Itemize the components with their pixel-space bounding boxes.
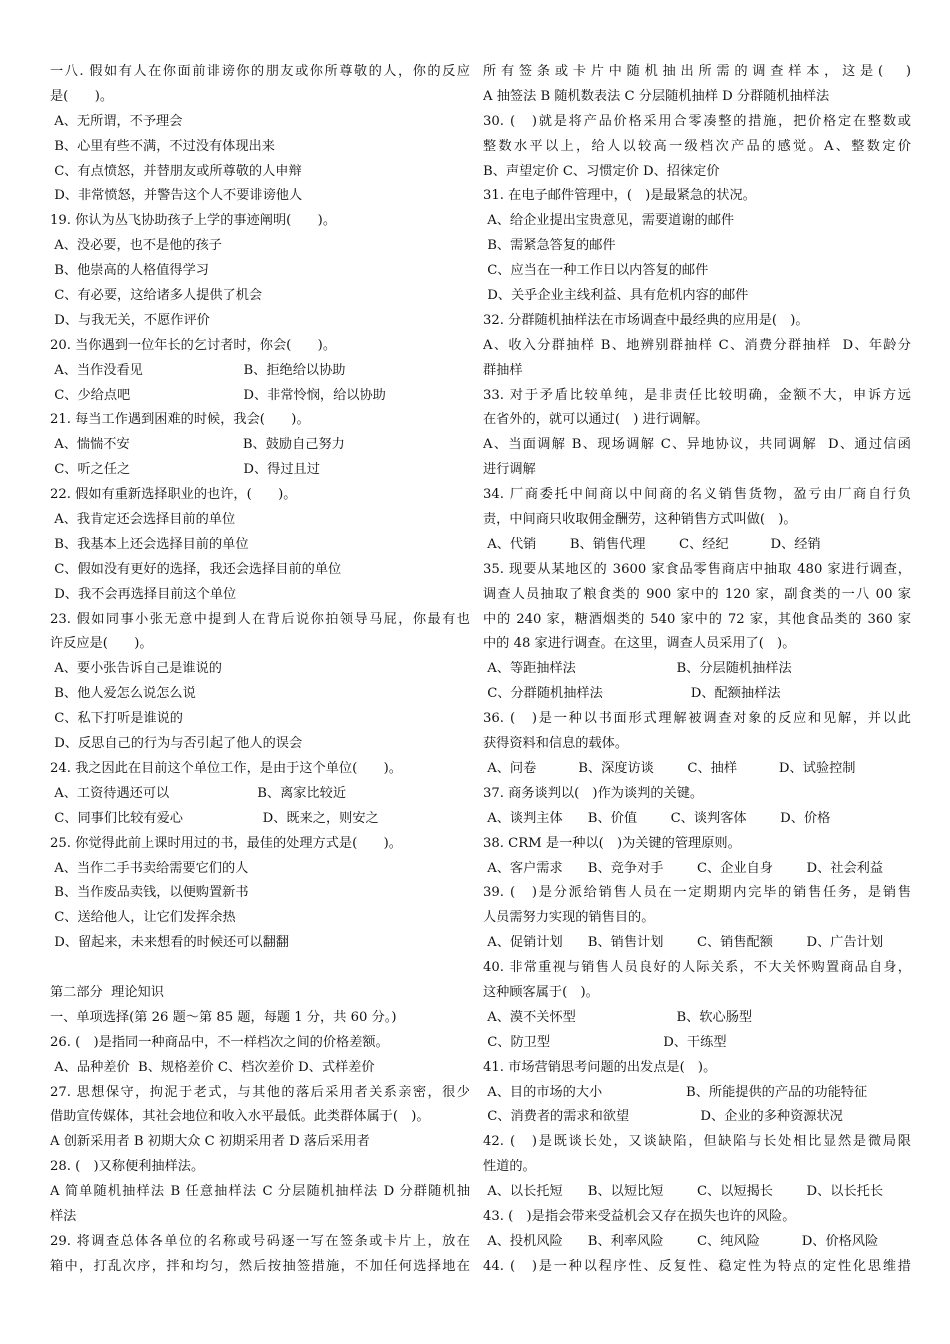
text-line: A、我肯定还会选择目前的单位 bbox=[50, 512, 236, 528]
text-line: B、他崇高的人格值得学习 bbox=[50, 263, 209, 279]
text-line: D、关乎企业主线利益、具有危机内容的邮件 bbox=[483, 288, 749, 304]
text-line: 36. ( )是一种以书面形式理解被调查对象的反应和见解，并以此 bbox=[483, 711, 911, 727]
text-line: A、谈判主体 B、价值 C、谈判客体 D、价格 bbox=[483, 810, 831, 826]
text-line: A、没必要，也不是他的孩子 bbox=[50, 238, 222, 254]
text-line: B、声望定价 C、习惯定价 D、招徕定价 bbox=[483, 163, 720, 179]
text-line: A、代销 B、销售代理 C、经纪 D、经销 bbox=[483, 536, 821, 552]
text-line: C、有必要，这给诸多人提供了机会 bbox=[50, 288, 263, 304]
text-line: C、有点愤怒，并替朋友或所尊敬的人申辩 bbox=[50, 163, 302, 179]
text-line: B、他人爱怎么说怎么说 bbox=[50, 686, 196, 702]
text-line: 调查人员抽取了粮食类的 900 家中的 120 家，副食类的一八 00 家 bbox=[483, 586, 911, 602]
text-line: C、同事们比较有爱心 D、既来之，则安之 bbox=[50, 810, 379, 826]
text-line: C、私下打听是谁说的 bbox=[50, 711, 183, 727]
text-line: 44. ( )是一种以程序性、反复性、稳定性为特点的定性化思维措 bbox=[483, 1258, 911, 1274]
text-line: 一八. 假如有人在你面前诽谤你的朋友或你所尊敬的人，你的反应 bbox=[50, 64, 470, 79]
text-line: A、客户需求 B、竞争对手 C、企业自身 D、社会利益 bbox=[483, 860, 884, 876]
text-line: C、消费者的需求和欲望 D、企业的多种资源状况 bbox=[483, 1109, 843, 1125]
text-line: 这种顾客属于( )。 bbox=[483, 984, 599, 1000]
text-line: 33. 对于矛盾比较单纯，是非责任比较明确，金额不大，申诉方远 bbox=[483, 387, 911, 403]
text-line: C、应当在一种工作日以内答复的邮件 bbox=[483, 263, 709, 279]
text-line: 28. ( )又称便利抽样法。 bbox=[50, 1159, 205, 1175]
text-line: 22. 假如有重新选择职业的也许，( )。 bbox=[50, 487, 297, 503]
text-line: 30. ( )就是将产品价格采用合零凑整的措施，把价格定在整数或 bbox=[483, 113, 911, 129]
text-line: A、当作没看见 B、拒绝给以协助 bbox=[50, 362, 346, 378]
text-line: D、与我无关，不愿作评价 bbox=[50, 312, 210, 328]
text-line: C、假如没有更好的选择，我还会选择目前的单位 bbox=[50, 561, 342, 577]
text-line: A、当作二手书卖给需要它们的人 bbox=[50, 860, 249, 876]
text-line: A、目的市场的大小 B、所能提供的产品的功能特征 bbox=[483, 1084, 868, 1100]
text-line: 32. 分群随机抽样法在市场调查中最经典的应用是( )。 bbox=[483, 312, 809, 328]
text-line: A、问卷 B、深度访谈 C、抽样 D、试验控制 bbox=[483, 760, 856, 776]
text-line: 人员需努力实现的销售目的。 bbox=[483, 910, 655, 926]
text-line: A、品种差价 B、规格差价 C、档次差价 D、式样差价 bbox=[50, 1059, 375, 1075]
text-line: 许反应是( )。 bbox=[50, 636, 153, 652]
text-line: 37. 商务谈判以( )作为谈判的关键。 bbox=[483, 785, 704, 801]
text-line: 一、单项选择(第 26 题～第 85 题，每题 1 分，共 60 分。) bbox=[50, 1009, 397, 1025]
text-line: A、无所谓，不予理会 bbox=[50, 113, 183, 129]
text-line: D、我不会再选择目前这个单位 bbox=[50, 586, 237, 602]
text-line: 43. ( )是指会带来受益机会又存在损失也许的风险。 bbox=[483, 1208, 796, 1224]
text-line: B、当作废品卖钱，以便购置新书 bbox=[50, 885, 249, 901]
text-line: A、以长托短 B、以短比短 C、以短揭长 D、以长托长 bbox=[483, 1184, 884, 1200]
text-line: 群抽样 bbox=[483, 362, 523, 378]
text-line: 35. 现要从某地区的 3600 家食品零售商店中抽取 480 家进行调查， bbox=[483, 561, 911, 577]
text-line: A 抽签法 B 随机数表法 C 分层随机抽样 D 分群随机抽样法 bbox=[483, 88, 830, 104]
text-line: 38. CRM 是一种以( )为关键的管理原则。 bbox=[483, 835, 741, 851]
text-line: 中的 48 家进行调查。在这里，调查人员采用了( )。 bbox=[483, 636, 796, 652]
text-line: B、我基本上还会选择目前的单位 bbox=[50, 536, 249, 552]
text-line: A、投机风险 B、利率风险 C、纯风险 D、价格风险 bbox=[483, 1233, 879, 1249]
text-line: C、听之任之 D、得过且过 bbox=[50, 462, 320, 478]
text-line: A 简单随机抽样法 B 任意抽样法 C 分层随机抽样法 D 分群随机抽 bbox=[50, 1184, 470, 1200]
text-line: B、心里有些不满，不过没有体现出来 bbox=[50, 138, 275, 154]
text-line: A、要小张告诉自己是谁说的 bbox=[50, 661, 222, 677]
text-line: 20. 当你遇到一位年长的乞讨者时，你会( )。 bbox=[50, 337, 337, 353]
left-column bbox=[50, 60, 470, 1280]
text-line: 第二部分 理论知识 bbox=[50, 984, 164, 1000]
text-line: 25. 你觉得此前上课时用过的书，最佳的处理方式是( )。 bbox=[50, 835, 402, 851]
text-line: A 创新采用者 B 初期大众 C 初期采用者 D 落后采用者 bbox=[50, 1134, 370, 1150]
text-line: 责，中间商只收取佣金酬劳，这种销售方式叫做( )。 bbox=[483, 512, 797, 528]
text-line: 23. 假如同事小张无意中提到人在背后说你拍领导马屁，你最有也 bbox=[50, 611, 470, 627]
text-line: 41. 市场营销思考问题的出发点是( )。 bbox=[483, 1059, 717, 1075]
text-line: 24. 我之因此在目前这个单位工作，是由于这个单位( )。 bbox=[50, 760, 402, 776]
text-line: 21. 每当工作遇到困难的时候，我会( )。 bbox=[50, 412, 310, 428]
text-line: 借助宣传媒体，其社会地位和收入水平最低。此类群体属于( )。 bbox=[50, 1109, 430, 1125]
text-line: D、非常愤怒，并警告这个人不要诽谤他人 bbox=[50, 188, 303, 204]
text-line: 26. ( )是指同一种商品中，不一样档次之间的价格差额。 bbox=[50, 1034, 389, 1050]
text-line: 40. 非常重视与销售人员良好的人际关系，不大关怀购置商品自身， bbox=[483, 960, 911, 976]
text-line: C、防卫型 D、干练型 bbox=[483, 1034, 727, 1050]
text-line: D、反思自己的行为与否引起了他人的误会 bbox=[50, 736, 303, 752]
text-line: A、等距抽样法 B、分层随机抽样法 bbox=[483, 661, 792, 677]
text-line: 进行调解 bbox=[483, 462, 536, 478]
text-line: A、促销计划 B、销售计划 C、销售配额 D、广告计划 bbox=[483, 935, 884, 951]
text-line: C、分群随机抽样法 D、配额抽样法 bbox=[483, 686, 781, 702]
text-line: 获得资料和信息的载体。 bbox=[483, 736, 629, 752]
text-line: 箱中，打乱次序，拌和均匀，然后按抽签措施，不加任何选择地在 bbox=[50, 1258, 470, 1274]
text-line: 性道的。 bbox=[483, 1159, 536, 1175]
text-line: B、需紧急答复的邮件 bbox=[483, 238, 616, 254]
text-line: 39. ( )是分派给销售人员在一定期期内完毕的销售任务，是销售 bbox=[483, 885, 911, 901]
text-line: 29. 将调查总体各单位的名称或号码逐一写在签条或卡片上，放在 bbox=[50, 1233, 470, 1249]
text-line: 在省外的，就可以通过( ) 进行调解。 bbox=[483, 412, 709, 428]
text-line: 34. 厂商委托中间商以中间商的名义销售货物，盈亏由厂商自行负 bbox=[483, 487, 911, 503]
blank-line bbox=[50, 956, 470, 981]
text-line: A、给企业提出宝贵意见，需要道谢的邮件 bbox=[483, 213, 735, 229]
text-line: D、留起来，未来想看的时候还可以翻翻 bbox=[50, 935, 289, 951]
text-line: 31. 在电子邮件管理中，( )是最紧急的状况。 bbox=[483, 188, 756, 204]
text-line: A、漠不关怀型 B、软心肠型 bbox=[483, 1009, 753, 1025]
text-line: 42. ( )是既谈长处，又谈缺陷，但缺陷与长处相比显然是微局限 bbox=[483, 1134, 911, 1150]
text-line: 是( )。 bbox=[50, 88, 114, 104]
text-line: 27. 思想保守，拘泥于老式，与其他的落后采用者关系亲密，很少 bbox=[50, 1084, 470, 1100]
text-line: 样法 bbox=[50, 1208, 77, 1224]
text-line: A、收入分群抽样 B、地辨别群抽样 C、消费分群抽样 D、年龄分 bbox=[483, 337, 911, 353]
text-line: A、惴惴不安 B、鼓励自己努力 bbox=[50, 437, 345, 453]
text-line: 所有签条或卡片中随机抽出所需的调查样本，这是( ) bbox=[483, 64, 911, 79]
text-line: 19. 你认为丛飞协助孩子上学的事迹阐明( )。 bbox=[50, 213, 337, 229]
right-column bbox=[483, 60, 911, 1280]
text-line: C、送给他人，让它们发挥余热 bbox=[50, 910, 236, 926]
text-line: C、少给点吧 D、非常怜悯，给以协助 bbox=[50, 387, 386, 403]
text-line: 整数水平以上，给人以较高一级档次产品的感觉。A、整数定价 bbox=[483, 138, 911, 154]
text-line: A、工资待遇还可以 B、离家比较近 bbox=[50, 785, 347, 801]
text-line: 中的 240 家，糖酒烟类的 540 家中的 72 家，其他食品类的 360 家 bbox=[483, 611, 911, 627]
text-line: A、当面调解 B、现场调解 C、异地协议，共同调解 D、通过信函 bbox=[483, 437, 911, 453]
